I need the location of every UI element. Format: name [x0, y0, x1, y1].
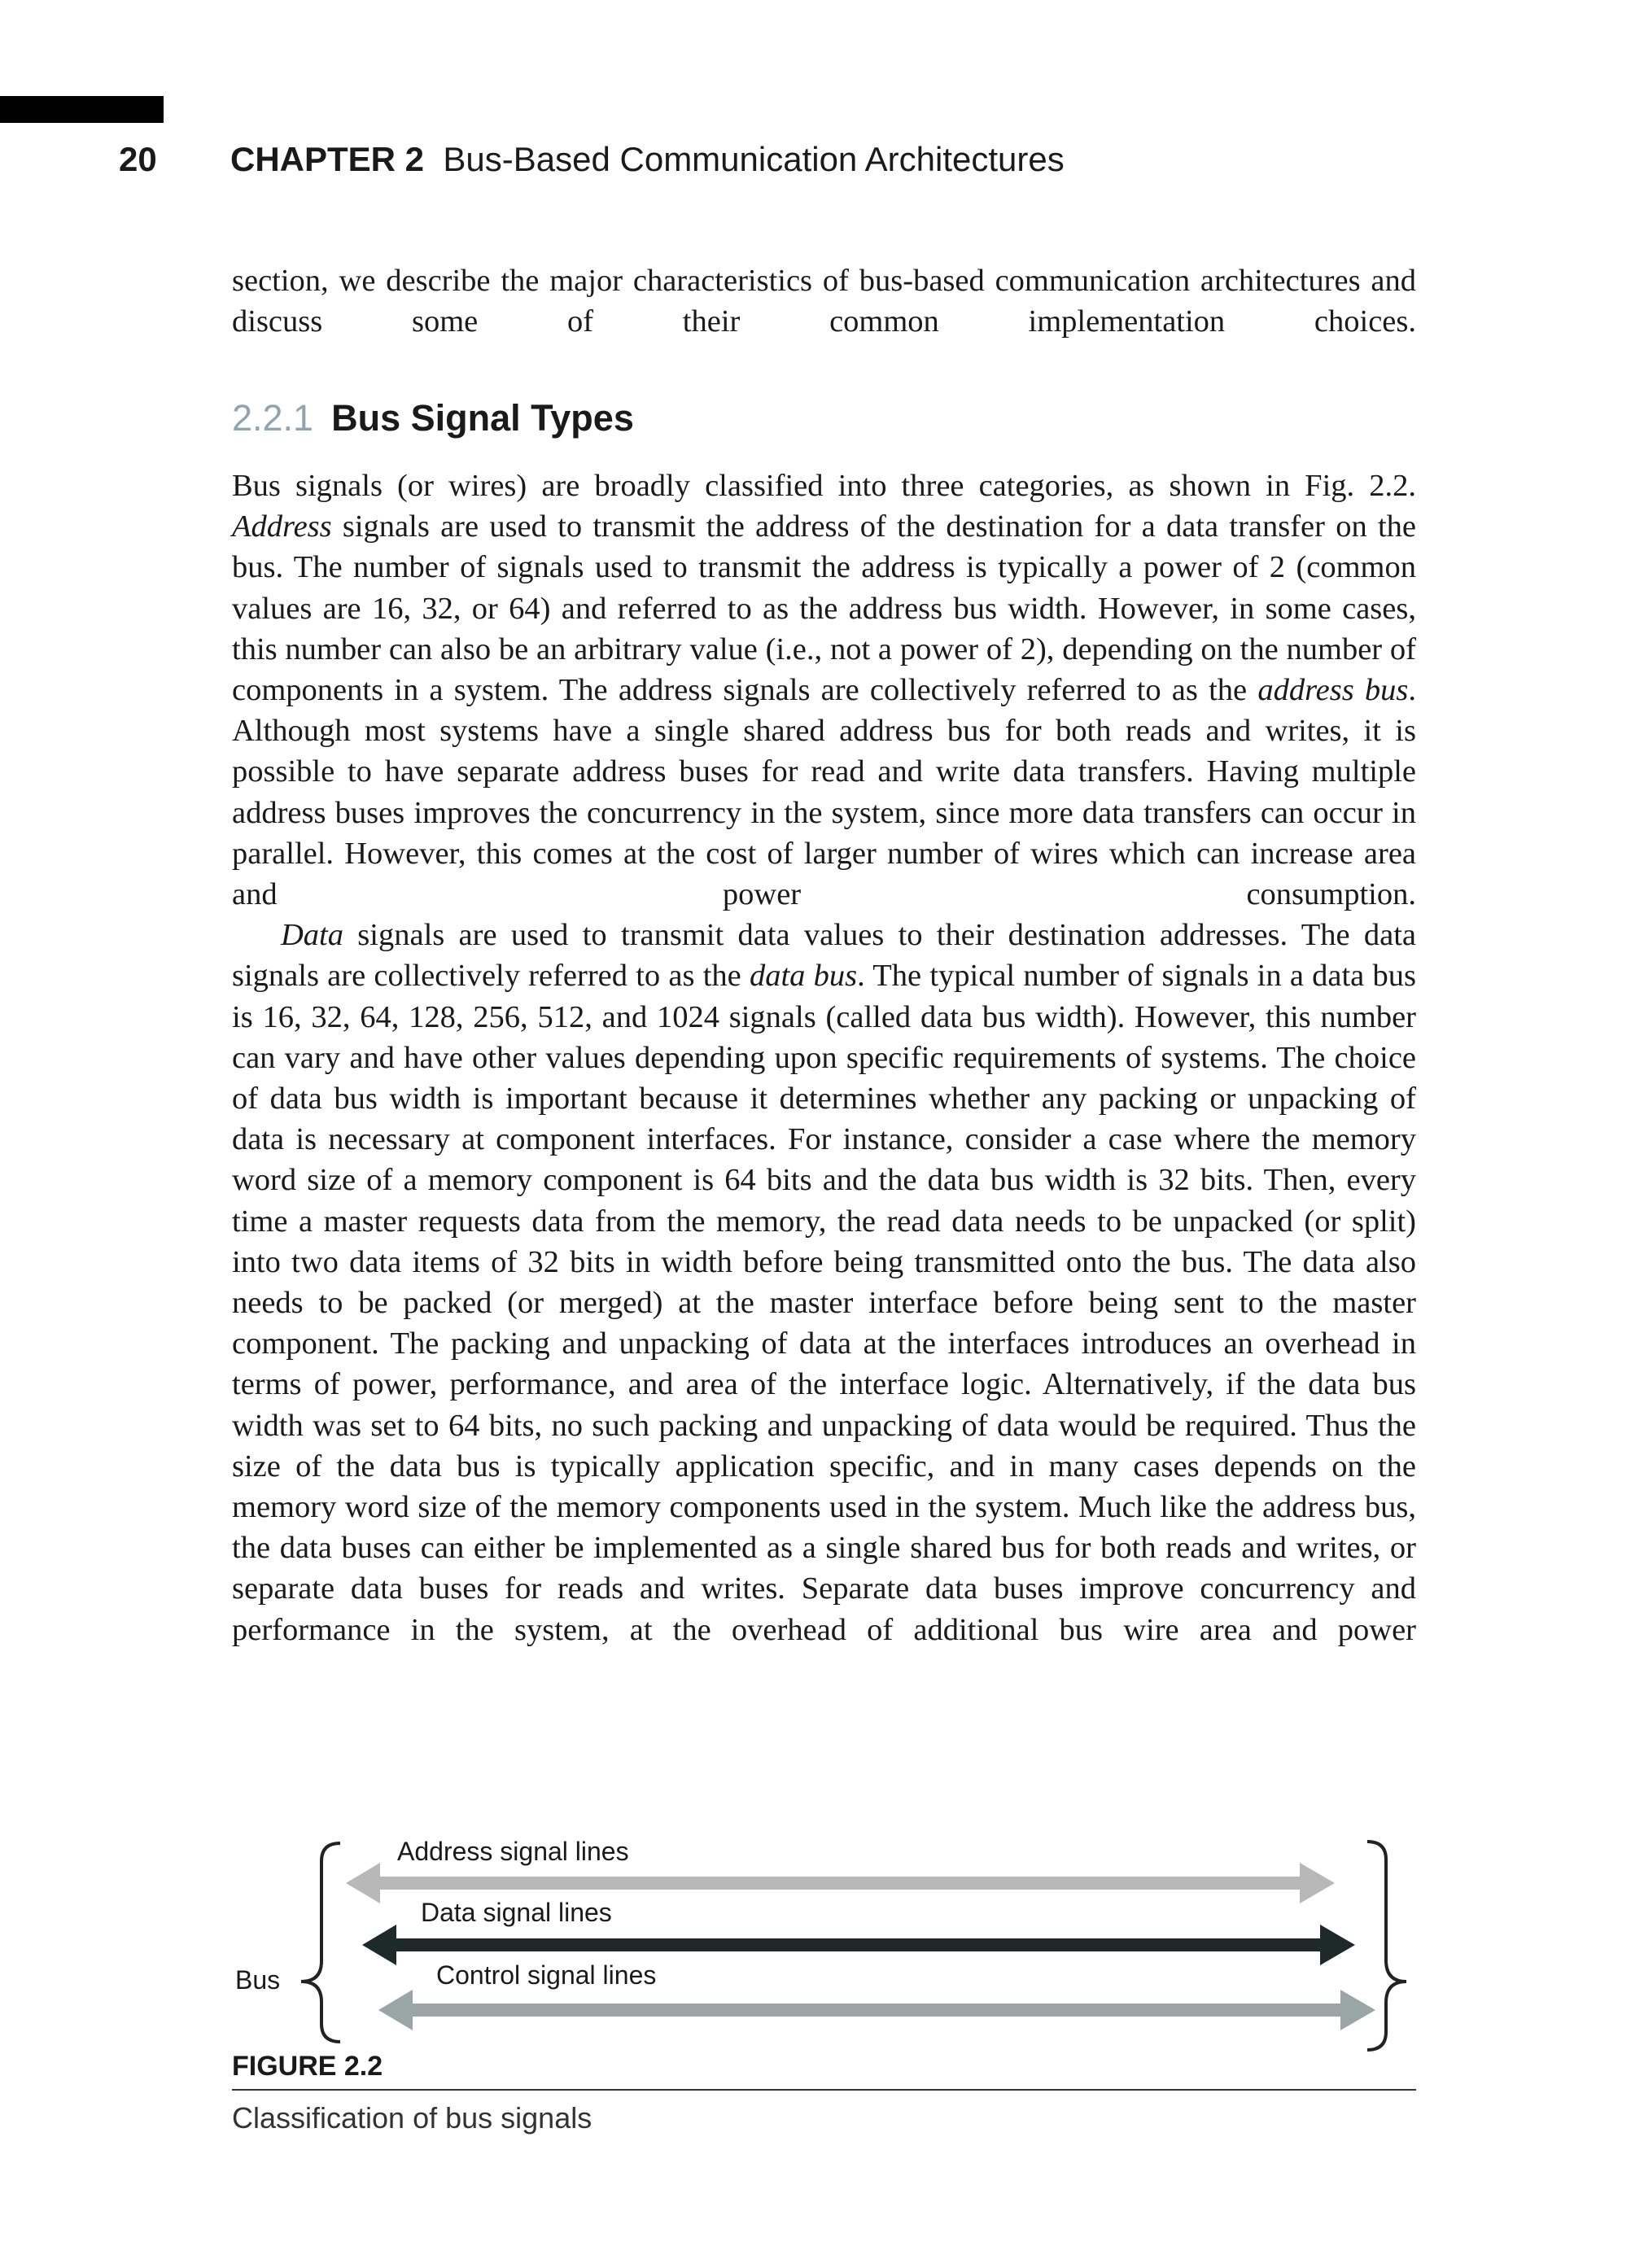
section-title: Bus Signal Types: [331, 397, 634, 439]
left-brace: [301, 1843, 340, 2042]
figure-caption-label: FIGURE 2.2: [232, 2051, 383, 2082]
data-signal-arrow: [362, 1925, 1355, 1965]
section-heading: [232, 397, 1416, 439]
figure-bus-signals: [0, 1819, 1644, 2063]
emphasis: Data: [281, 918, 343, 953]
chapter-title: Bus-Based Communication Architectures: [443, 140, 1065, 178]
paragraph-address: [232, 465, 1416, 915]
page-number: 20: [119, 140, 157, 178]
text-run: signals are used to transmit the address of the destination for a data transfer on the bus. The number of signals used to transmit the address is typically a power of 2 (common values are 16, 32, or 64) and referred to as the address bus width. However, in some cases, this number can also be an arbitrary value (i.e., not a power of 2), depending on the number of components in a system. The address signals are collectively referred to as the: [232, 509, 1416, 708]
bus-label: Bus: [235, 1965, 281, 1995]
text-run: signals are used to transmit data values to their destination addresses. The data signals are collectively referred to as the: [232, 918, 1416, 994]
control-signal-label: Control signal lines: [436, 1960, 657, 1990]
running-header: [0, 137, 1644, 186]
emphasis: Address: [232, 509, 332, 544]
intro-paragraph: section, we describe the major characteristics of bus-based communication architectures and discuss some of their common implementation choices.: [232, 264, 1416, 339]
page-marker-bar: [0, 96, 164, 123]
address-signal-label: Address signal lines: [397, 1837, 629, 1866]
right-brace: [1367, 1842, 1406, 2050]
text-run: Bus signals (or wires) are broadly classified into three categories, as shown in Fig. 2.2.: [232, 469, 1416, 503]
text-run: . The typical number of signals in a data bus is 16, 32, 64, 128, 256, 512, and 1024 signals (called data bus width). However, this number can vary and have other values depending upon specific requirements of systems. The choice of data bus width is important because it determines whether any packing or unpacking of data is necessary at component interfaces. For instance, consider a case where the memory word size of a memory component is 64 bits and the data bus width is 32 bits. Then, every time a master requests data from the memory, the read data needs to be unpacked (or split) into two data items of 32 bits in width before being transmitted onto the bus. The data also needs to be packed (or merged) at the master interface before being sent to the master component. The packing and unpacking of data at the interfaces introduces an overhead in terms of power, performance, and area of the interface logic. Alternatively, if the data bus width was set to 64 bits, no such packing and unpacking of data would be required. Thus the size of the data bus is typically application specific, and in many cases depends on the memory word size of the memory components used in the system. Much like the address bus, the data buses can either be implemented as a single shared bus for both reads and writes, or separate data buses for reads and writes. Separate data buses improve concurrency and performance in the system, at the overhead of additional bus wire area and power: [232, 959, 1416, 1647]
control-signal-arrow: [378, 1990, 1375, 2030]
section-number: 2.2.1: [232, 397, 314, 439]
data-signal-label: Data signal lines: [421, 1898, 612, 1927]
body-text: [232, 465, 1416, 1650]
figure-caption-text: Classification of bus signals: [232, 2101, 592, 2135]
chapter-heading: [230, 140, 1065, 179]
chapter-label: CHAPTER 2: [230, 140, 425, 178]
emphasis: data bus: [749, 959, 858, 994]
emphasis: address bus: [1257, 673, 1409, 708]
text-run: . Although most systems have a single shared address bus for both reads and writes, it is possible to have separate address buses for read and write data transfers. Having multiple address buses improves the concurrency in the system, since more data transfers can occur in parallel. However, this comes at the cost of larger number of wires which can increase area and power consumption.: [232, 673, 1416, 912]
caption-divider: [232, 2089, 1416, 2091]
bus-diagram: [0, 1819, 1644, 2063]
paragraph-data: [232, 915, 1416, 1650]
